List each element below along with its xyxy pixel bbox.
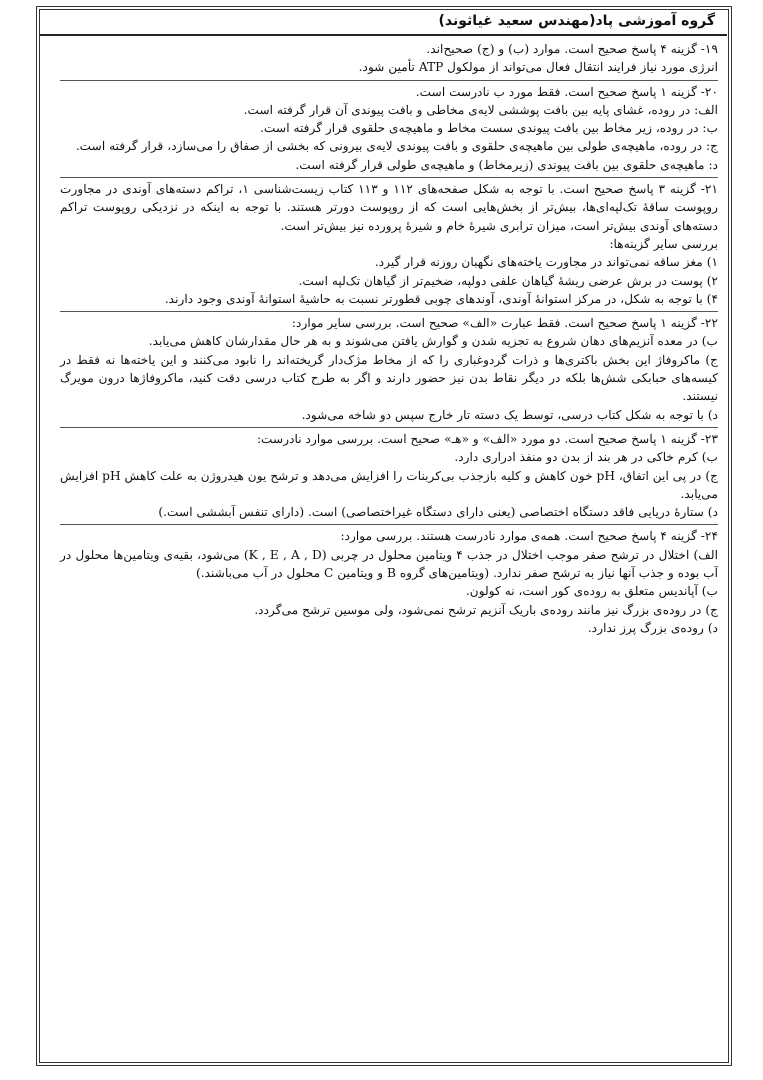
header-title: گروه آموزشی پاد(مهندس سعید غیاثوند) [438,13,715,29]
answer-line: ب) در معده آنزیم‌های دهان شروع به تجزیه شدن و گوارش یافتن می‌شوند و به هر حال مقدارشان کاهش می‌یابد. [148,334,718,349]
answer-line: ب: در روده، زیر مخاط بین بافت پیوندی سست مخاط و ماهیچه‌ی حلقوی قرار گرفته است. [260,121,718,136]
answer-line: ۴) با توجه به شکل، در مرکز استوانهٔ آوندی، آوندهای چوبی قطورتر نسبت به حاشیهٔ استوانهٔ آوندی وجود دارند. [164,291,718,306]
answer-line: ج) در پی این اتفاق، pH خون کاهش و کلیه بازجذب بی‌کربنات را افزایش می‌دهد و ترشح یون هیدروژن به علت کاهش pH افزایش می‌یابد. [60,468,718,501]
answer-21 [60,178,718,312]
answer-line: انرژی مورد نیاز فرایند انتقال فعال می‌تواند از مولکول ATP تأمین شود. [358,60,718,75]
answer-line: ۲۱- گزینه ۳ پاسخ صحیح است. با توجه به شکل صفحه‌های ۱۱۲ و ۱۱۳ کتاب زیست‌شناسی ۱، تراکم دسته‌های آوندی در مجاورت روپوست ساقهٔ تک‌لپه‌ای‌ها، بیش‌تر از بخش‌هایی است که از روپوست دورتر هستند. با توجه به اینکه در نزدیکی روپوست تراکم دسته‌های آوندی بیش‌تر است، میزان ترابری شیرهٔ خام و شیرهٔ پرورده نیز بیش‌تر است. [60,182,718,233]
answer-line: بررسی سایر گزینه‌ها: [609,236,718,251]
page-header [40,10,727,36]
answer-line: ج) در روده‌ی بزرگ نیز مانند روده‌ی باریک آنزیم ترشح نمی‌شود، ولی موسین ترشح می‌گردد. [254,602,718,617]
answer-line: ج) ماکروفاژ این بخش باکتری‌ها و ذرات گردوغباری را که از مخاط مژک‌دار گریخته‌اند را نابود می‌کنند و این یاخته‌ها نه فقط در کیسه‌های حبابکی شش‌ها بلکه در دیگر نقاط بدن نیز حضور دارند و اگر به طرح کتاب درسی دقت کنید، ماکروفاژها درون مویرگ نیستند. [60,352,718,404]
answer-line: ۲۳- گزینه ۱ پاسخ صحیح است. دو مورد «الف» و «هـ» صحیح است. بررسی موارد نادرست: [256,431,718,446]
answer-line: د) با توجه به شکل کتاب درسی، توسط یک دسته تار خارج سپس دو شاخه می‌شود. [301,407,718,422]
answer-line: الف) اختلال در ترشح صفر موجب اختلال در جذب ۴ ویتامین محلول در چربی (K , E , A , D) می‌شود، بقیه‌ی ویتامین‌ها محلول در آب بوده و جذب آنها نیاز به ترشح صفر ندارد. (ویتامین‌های گروه B و ویتامین C محلول در آب می‌باشند.) [60,547,718,581]
answer-line: ۱۹- گزینه ۴ پاسخ صحیح است. موارد (ب) و (ج) صحیح‌اند. [426,42,718,56]
answer-line: د) روده‌ی بزرگ پرز ندارد. [587,620,718,635]
answers-content [60,38,718,640]
answer-19 [60,38,718,81]
answer-line: ج: در روده، ماهیچه‌ی طولی بین ماهیچه‌ی حلقوی و بافت پیوندی لایه‌ی بیرونی که بخشی از صفاق را می‌سازد، قرار گرفته است. [75,139,718,154]
answer-line: ۲) پوست در برش عرضی ریشهٔ گیاهان علفی دولپه، ضخیم‌تر از گیاهان تک‌لپه است. [298,273,718,288]
answer-20 [60,81,718,178]
answer-22 [60,312,718,428]
answer-line: ۲۲- گزینه ۱ پاسخ صحیح است. فقط عبارت «الف» صحیح است. بررسی سایر موارد: [291,316,718,331]
answer-24 [60,525,718,640]
answer-line: ب) کرم خاکی در هر بند از بدن دو منفذ ادراری دارد. [454,450,718,465]
answer-line: ۱) مغز ساقه نمی‌تواند در مجاورت یاخته‌های نگهبان روزنه قرار گیرد. [374,255,718,270]
answer-line: ۲۴- گزینه ۴ پاسخ صحیح است. همه‌ی موارد نادرست هستند. بررسی موارد: [340,529,718,544]
answer-line: ۲۰- گزینه ۱ پاسخ صحیح است. فقط مورد ب نادرست است. [415,84,718,99]
answer-line: ب) آپاندیس متعلق به روده‌ی کور است، نه کولون. [465,584,718,599]
answer-line: الف: در روده، غشای پایه بین بافت پوششی لایه‌ی مخاطی و بافت پیوندی آن قرار گرفته است. [243,102,718,117]
answer-23 [60,428,718,525]
answer-line: د) ستارهٔ دریایی فاقد دستگاه اختصاصی (یعنی دارای دستگاه غیراختصاصی) است. (دارای تنفس آبششی است.) [158,505,718,520]
answer-line: د: ماهیچه‌ی حلقوی بین بافت پیوندی (زیرمخاط) و ماهیچه‌ی طولی قرار گرفته است. [295,157,718,172]
